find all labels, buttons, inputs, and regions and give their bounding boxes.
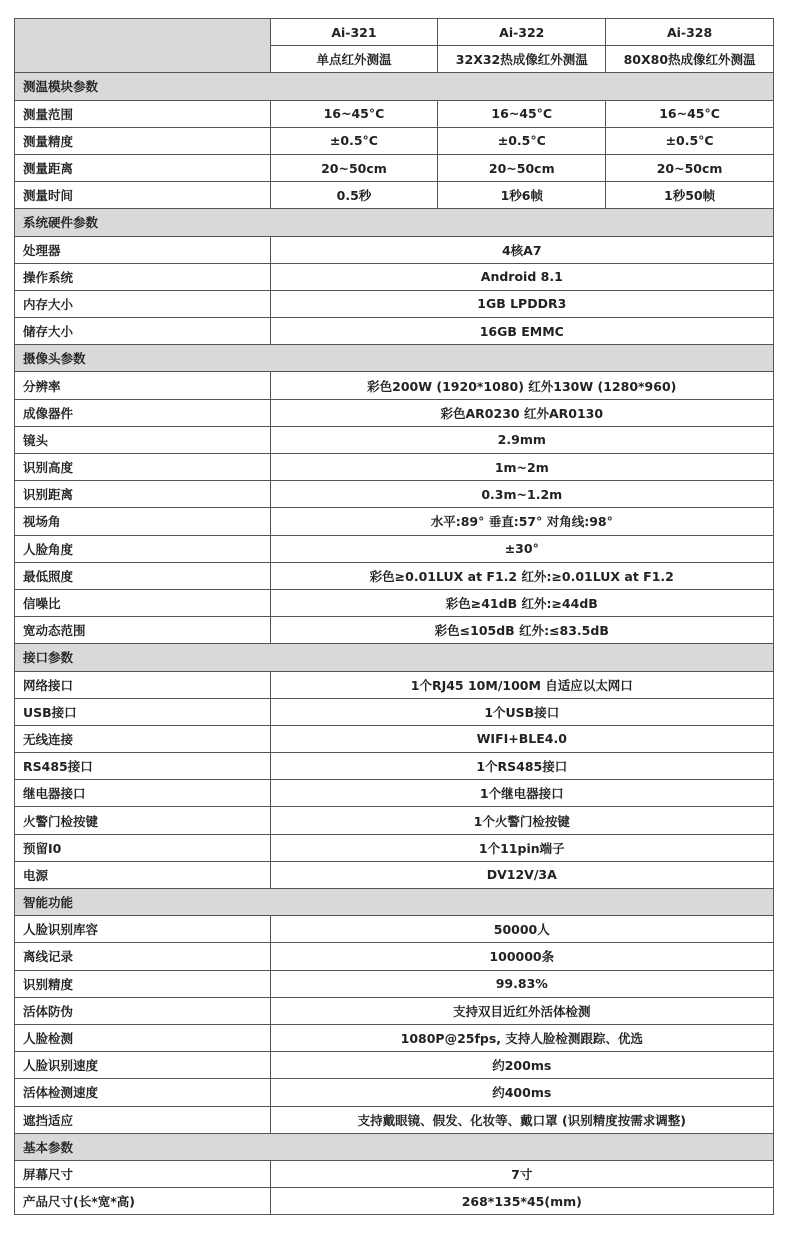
spec-value: 16~45°C bbox=[438, 100, 606, 127]
spec-value: ±30° bbox=[270, 535, 773, 562]
spec-value: 16GB EMMC bbox=[270, 318, 773, 345]
section-title: 接口参数 bbox=[15, 644, 774, 671]
spec-value: 100000条 bbox=[270, 943, 773, 970]
section-title: 测温模块参数 bbox=[15, 73, 774, 100]
header-row-models bbox=[15, 19, 774, 46]
spec-row bbox=[15, 589, 774, 616]
model-description: 80X80热成像红外测温 bbox=[606, 46, 774, 73]
spec-value: 约400ms bbox=[270, 1079, 773, 1106]
spec-label: 宽动态范围 bbox=[15, 617, 271, 644]
spec-row bbox=[15, 997, 774, 1024]
spec-value: DV12V/3A bbox=[270, 861, 773, 888]
spec-row bbox=[15, 970, 774, 997]
spec-row bbox=[15, 780, 774, 807]
spec-label: 信噪比 bbox=[15, 589, 271, 616]
spec-label: 处理器 bbox=[15, 236, 271, 263]
spec-value: 支持双目近红外活体检测 bbox=[270, 997, 773, 1024]
spec-row bbox=[15, 1106, 774, 1133]
section-header-row bbox=[15, 1133, 774, 1160]
section-title: 摄像头参数 bbox=[15, 345, 774, 372]
model-name: Ai-321 bbox=[270, 19, 438, 46]
spec-value: 彩色200W (1920*1080) 红外130W (1280*960) bbox=[270, 372, 773, 399]
spec-row bbox=[15, 508, 774, 535]
spec-row bbox=[15, 671, 774, 698]
spec-row bbox=[15, 725, 774, 752]
spec-row bbox=[15, 861, 774, 888]
spec-row bbox=[15, 399, 774, 426]
spec-label: 分辨率 bbox=[15, 372, 271, 399]
spec-row bbox=[15, 263, 774, 290]
spec-value: ±0.5°C bbox=[270, 127, 438, 154]
spec-row bbox=[15, 617, 774, 644]
spec-value: 1个RS485接口 bbox=[270, 753, 773, 780]
spec-label: 识别精度 bbox=[15, 970, 271, 997]
section-title: 智能功能 bbox=[15, 889, 774, 916]
spec-label: 最低照度 bbox=[15, 562, 271, 589]
spec-value: WIFI+BLE4.0 bbox=[270, 725, 773, 752]
spec-label: 内存大小 bbox=[15, 290, 271, 317]
spec-row bbox=[15, 916, 774, 943]
spec-value: 20~50cm bbox=[606, 154, 774, 181]
spec-value: 0.5秒 bbox=[270, 182, 438, 209]
spec-label: 火警门检按键 bbox=[15, 807, 271, 834]
section-header-row bbox=[15, 345, 774, 372]
spec-label: 人脸识别库容 bbox=[15, 916, 271, 943]
spec-value: ±0.5°C bbox=[606, 127, 774, 154]
spec-value: 1个火警门检按键 bbox=[270, 807, 773, 834]
spec-row bbox=[15, 154, 774, 181]
spec-label: 网络接口 bbox=[15, 671, 271, 698]
spec-row bbox=[15, 698, 774, 725]
spec-value: 1个RJ45 10M/100M 自适应以太网口 bbox=[270, 671, 773, 698]
spec-label: 测量距离 bbox=[15, 154, 271, 181]
spec-label: 成像器件 bbox=[15, 399, 271, 426]
spec-row bbox=[15, 372, 774, 399]
spec-value: 1秒50帧 bbox=[606, 182, 774, 209]
spec-row bbox=[15, 481, 774, 508]
spec-value: Android 8.1 bbox=[270, 263, 773, 290]
spec-row bbox=[15, 943, 774, 970]
spec-row bbox=[15, 127, 774, 154]
spec-value: 20~50cm bbox=[270, 154, 438, 181]
spec-label: 视场角 bbox=[15, 508, 271, 535]
spec-value: 2.9mm bbox=[270, 426, 773, 453]
spec-label: 遮挡适应 bbox=[15, 1106, 271, 1133]
section-header-row bbox=[15, 889, 774, 916]
spec-row bbox=[15, 834, 774, 861]
section-header-row bbox=[15, 644, 774, 671]
model-description: 单点红外测温 bbox=[270, 46, 438, 73]
spec-label: 镜头 bbox=[15, 426, 271, 453]
spec-row bbox=[15, 753, 774, 780]
spec-table-body bbox=[15, 19, 774, 1215]
spec-row bbox=[15, 100, 774, 127]
spec-value: 支持戴眼镜、假发、化妆等、戴口罩 (识别精度按需求调整) bbox=[270, 1106, 773, 1133]
spec-label: 活体防伪 bbox=[15, 997, 271, 1024]
spec-table bbox=[14, 18, 774, 1215]
spec-value: 约200ms bbox=[270, 1052, 773, 1079]
section-title: 系统硬件参数 bbox=[15, 209, 774, 236]
model-name: Ai-328 bbox=[606, 19, 774, 46]
spec-label: 人脸检测 bbox=[15, 1024, 271, 1051]
spec-value: 16~45°C bbox=[270, 100, 438, 127]
section-title: 基本参数 bbox=[15, 1133, 774, 1160]
spec-value: 彩色≤105dB 红外:≤83.5dB bbox=[270, 617, 773, 644]
spec-label: 电源 bbox=[15, 861, 271, 888]
spec-value: 1个USB接口 bbox=[270, 698, 773, 725]
spec-value: 1m~2m bbox=[270, 454, 773, 481]
spec-label: 人脸识别速度 bbox=[15, 1052, 271, 1079]
spec-label: 屏幕尺寸 bbox=[15, 1160, 271, 1187]
spec-label: RS485接口 bbox=[15, 753, 271, 780]
spec-value: 1080P@25fps, 支持人脸检测跟踪、优选 bbox=[270, 1024, 773, 1051]
spec-label: 储存大小 bbox=[15, 318, 271, 345]
spec-value: 4核A7 bbox=[270, 236, 773, 263]
spec-row bbox=[15, 426, 774, 453]
spec-label: 识别距离 bbox=[15, 481, 271, 508]
spec-row bbox=[15, 535, 774, 562]
spec-row bbox=[15, 290, 774, 317]
spec-value: 50000人 bbox=[270, 916, 773, 943]
spec-row bbox=[15, 1160, 774, 1187]
spec-value: 水平:89° 垂直:57° 对角线:98° bbox=[270, 508, 773, 535]
spec-value: 彩色AR0230 红外AR0130 bbox=[270, 399, 773, 426]
spec-row bbox=[15, 318, 774, 345]
spec-label: 人脸角度 bbox=[15, 535, 271, 562]
spec-label: 产品尺寸(长*宽*高) bbox=[15, 1188, 271, 1215]
spec-value: 1GB LPDDR3 bbox=[270, 290, 773, 317]
model-description: 32X32热成像红外测温 bbox=[438, 46, 606, 73]
spec-value: 彩色≥0.01LUX at F1.2 红外:≥0.01LUX at F1.2 bbox=[270, 562, 773, 589]
spec-row bbox=[15, 1024, 774, 1051]
spec-label: 测量精度 bbox=[15, 127, 271, 154]
spec-label: 继电器接口 bbox=[15, 780, 271, 807]
spec-value: 7寸 bbox=[270, 1160, 773, 1187]
spec-row bbox=[15, 182, 774, 209]
spec-value: 16~45°C bbox=[606, 100, 774, 127]
spec-row bbox=[15, 236, 774, 263]
spec-label: 预留I0 bbox=[15, 834, 271, 861]
spec-row bbox=[15, 807, 774, 834]
spec-row bbox=[15, 1079, 774, 1106]
spec-value: ±0.5°C bbox=[438, 127, 606, 154]
model-name: Ai-322 bbox=[438, 19, 606, 46]
spec-value: 268*135*45(mm) bbox=[270, 1188, 773, 1215]
spec-label: 测量时间 bbox=[15, 182, 271, 209]
spec-value: 彩色≥41dB 红外:≥44dB bbox=[270, 589, 773, 616]
header-corner-cell bbox=[15, 19, 271, 73]
spec-label: 离线记录 bbox=[15, 943, 271, 970]
spec-row bbox=[15, 1188, 774, 1215]
spec-label: 测量范围 bbox=[15, 100, 271, 127]
spec-value: 1个继电器接口 bbox=[270, 780, 773, 807]
spec-row bbox=[15, 454, 774, 481]
spec-value: 0.3m~1.2m bbox=[270, 481, 773, 508]
spec-value: 20~50cm bbox=[438, 154, 606, 181]
spec-label: 操作系统 bbox=[15, 263, 271, 290]
spec-label: USB接口 bbox=[15, 698, 271, 725]
section-header-row bbox=[15, 73, 774, 100]
spec-label: 活体检测速度 bbox=[15, 1079, 271, 1106]
spec-row bbox=[15, 1052, 774, 1079]
spec-label: 无线连接 bbox=[15, 725, 271, 752]
section-header-row bbox=[15, 209, 774, 236]
spec-value: 1个11pin端子 bbox=[270, 834, 773, 861]
spec-value: 1秒6帧 bbox=[438, 182, 606, 209]
spec-value: 99.83% bbox=[270, 970, 773, 997]
spec-label: 识别高度 bbox=[15, 454, 271, 481]
spec-row bbox=[15, 562, 774, 589]
